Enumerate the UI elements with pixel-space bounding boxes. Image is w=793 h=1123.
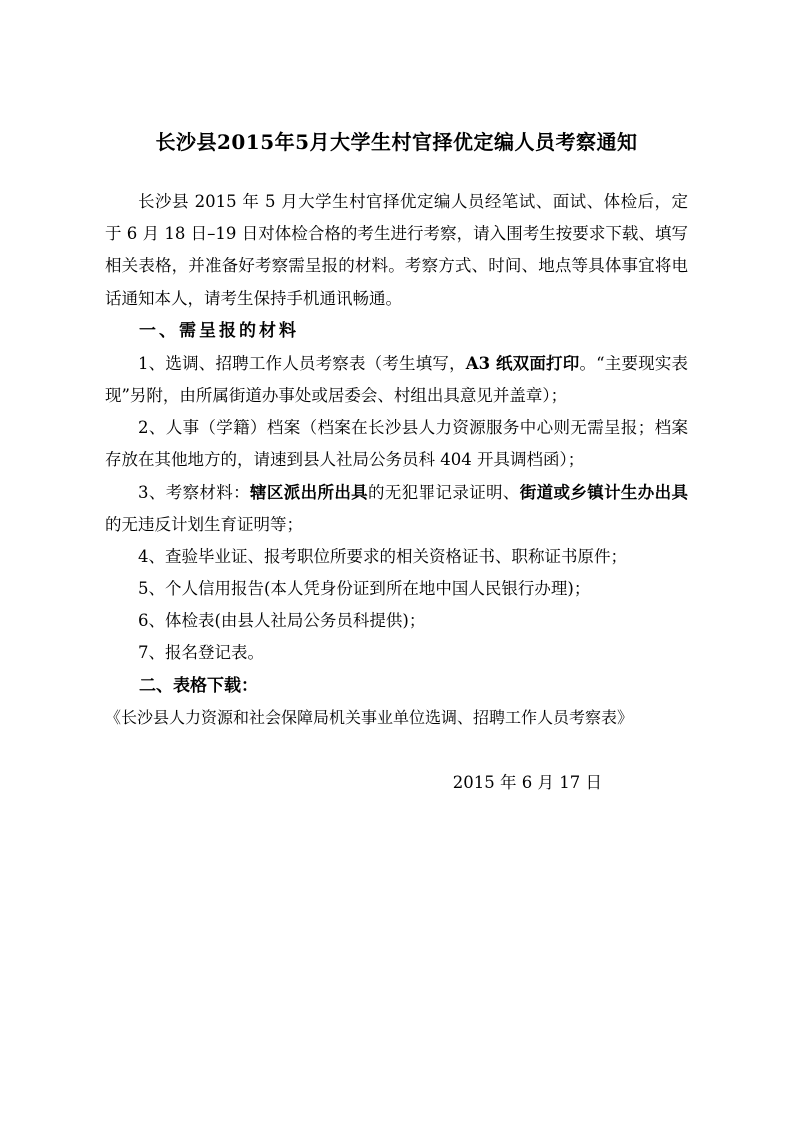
attachment-link[interactable]: 《长沙县人力资源和社会保障局机关事业单位选调、招聘工作人员考察表》 — [105, 707, 634, 727]
list-item-text: 3、考察材料： — [138, 482, 251, 502]
list-item-emphasis: A3 纸双面打印 — [465, 353, 580, 373]
list-item-text: 1、选调、招聘工作人员考察表（考生填写， — [138, 353, 466, 373]
list-item — [105, 477, 688, 541]
page-title: 长沙县2015年5月大学生村官择优定编人员考察通知 — [155, 130, 638, 154]
intro-paragraph: 长沙县 2015 年 5 月大学生村官择优定编人员经笔试、面试、体检后，定于 6 月 18 日–19 日对体检合格的考生进行考察，请入围考生按要求下载、填写相关表格，并准备好考察需呈报的材料。考察方式、时间、地点等具体事宜将电话通知本人，请考生保持手机通讯畅通。 — [105, 192, 688, 308]
list-item-emphasis: 辖区派出所出具 — [250, 482, 369, 502]
list-item-text: 7、报名登记表。 — [138, 643, 264, 663]
list-item-text: 5、个人信用报告(本人凭身份证到所在地中国人民银行办理)； — [138, 579, 591, 599]
list-item-text: 2、人事（学籍）档案（档案在长沙县人力资源服务中心则无需呈报；档案存放在其他地方的，请速到县人社局公务员科 404 开具调档函）； — [105, 418, 688, 470]
section-one-heading: 一、需呈报的材料 — [139, 320, 299, 341]
list-item — [105, 412, 688, 476]
list-item — [105, 605, 688, 637]
list-item — [105, 541, 688, 573]
list-item — [105, 348, 688, 412]
list-item-emphasis-2: 街道或乡镇计生办出具 — [519, 482, 688, 502]
list-item-text: 6、体检表(由县人社局公务员科提供)； — [138, 611, 426, 631]
list-item — [105, 573, 688, 605]
list-item-text-2: 的无犯罪记录证明、 — [368, 482, 520, 502]
section-two-heading: 二、表格下载： — [139, 675, 258, 696]
document-date: 2015 年 6 月 17 日 — [452, 773, 602, 793]
list-item-text-3: 的无违反计划生育证明等； — [105, 514, 303, 534]
list-item-text-2: 。“主要现实表现”另附，由所属街道办事处或居委会、村组出具意见并盖章）； — [105, 353, 689, 405]
list-item-text: 4、查验毕业证、报考职位所要求的相关资格证书、职称证书原件； — [138, 546, 627, 566]
list-item — [105, 637, 688, 669]
